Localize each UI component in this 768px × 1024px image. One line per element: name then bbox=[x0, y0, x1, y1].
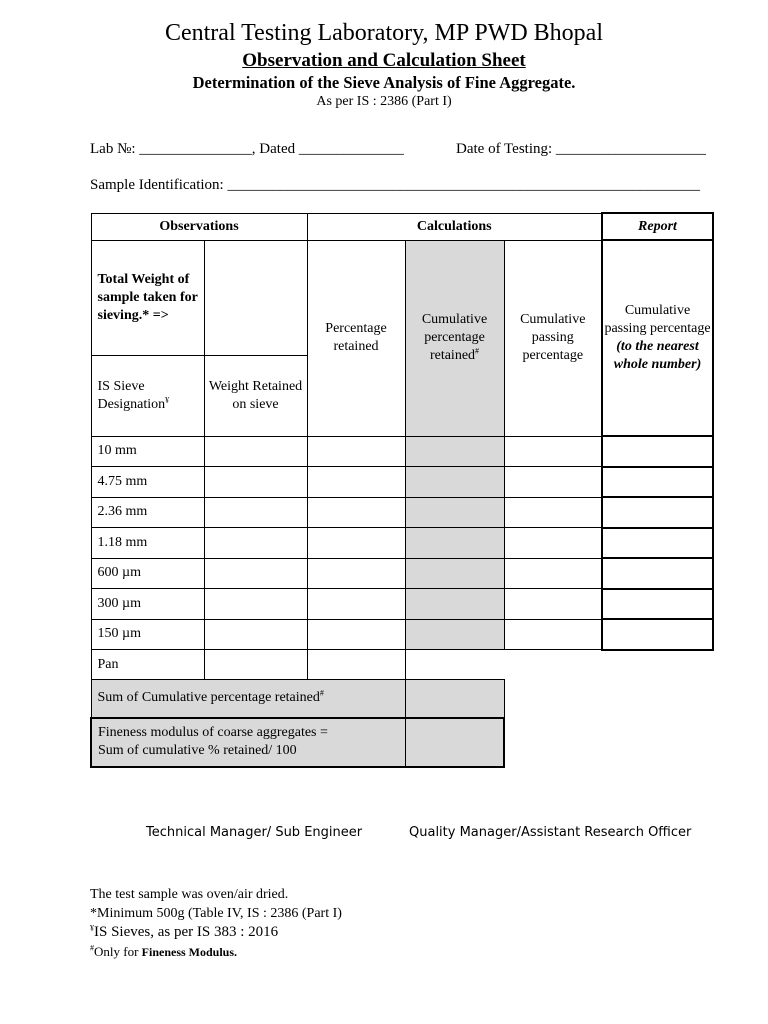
note-minimum-weight: *Minimum 500g (Table IV, IS : 2386 (Part I) bbox=[90, 906, 342, 921]
cumulative-passing-cell bbox=[504, 589, 602, 620]
cumulative-passing-cell bbox=[504, 558, 602, 589]
percentage-retained-cell bbox=[307, 467, 405, 498]
sieve-designation-header bbox=[91, 355, 204, 436]
percentage-retained-cell bbox=[307, 528, 405, 559]
sieve-size-label: 600 µm bbox=[91, 558, 204, 589]
report-note-label: (to the nearest whole number) bbox=[613, 339, 702, 372]
sum-cumulative-text: Sum of Cumulative percentage retained bbox=[97, 690, 320, 706]
weight-retained-cell bbox=[204, 558, 307, 589]
date-of-testing-field: Date of Testing: ____________________ bbox=[456, 141, 706, 157]
sieve-analysis-table bbox=[90, 212, 714, 768]
pan-label: Pan bbox=[91, 650, 204, 680]
cumulative-retained-cell bbox=[405, 619, 504, 650]
weight-retained-cell bbox=[204, 497, 307, 528]
org-title: Central Testing Laboratory, MP PWD Bhopal bbox=[164, 20, 604, 46]
test-title: Determination of the Sieve Analysis of Fine Aggregate. bbox=[192, 73, 576, 92]
report-header: Report bbox=[602, 213, 713, 240]
hash-superscript: # bbox=[90, 943, 94, 953]
cumulative-retained-header bbox=[405, 240, 504, 436]
report-cell bbox=[602, 497, 713, 528]
sieve-size-label: 300 µm bbox=[91, 589, 204, 620]
cumulative-retained-cell bbox=[405, 467, 504, 498]
cumulative-retained-cell bbox=[405, 528, 504, 559]
sieve-rows bbox=[91, 436, 713, 650]
report-cell bbox=[602, 467, 713, 498]
percentage-retained-header: Percentage retained bbox=[307, 240, 405, 436]
cumulative-passing-cell bbox=[504, 528, 602, 559]
sum-cumulative-label bbox=[91, 680, 405, 718]
yen-superscript: ¥ bbox=[90, 923, 94, 933]
report-cell bbox=[602, 619, 713, 650]
sieve-size-label: 4.75 mm bbox=[91, 467, 204, 498]
total-weight-cell bbox=[204, 240, 307, 355]
note-dried: The test sample was oven/air dried. bbox=[90, 887, 289, 902]
total-weight-label: Total Weight of sample taken for sieving.* => bbox=[91, 240, 204, 355]
report-cell bbox=[602, 558, 713, 589]
note-fineness-modulus: Fineness Modulus. bbox=[141, 945, 238, 959]
report-column-header bbox=[602, 240, 713, 436]
cumulative-passing-header: Cumulative passing percentage bbox=[504, 240, 602, 436]
table-row bbox=[91, 467, 713, 498]
cumulative-passing-cell bbox=[504, 436, 602, 467]
hash-superscript: # bbox=[475, 346, 480, 356]
sieve-size-label: 150 µm bbox=[91, 619, 204, 650]
note-fineness-only bbox=[90, 942, 342, 962]
footnotes bbox=[90, 885, 342, 962]
cumulative-retained-cell bbox=[405, 497, 504, 528]
percentage-retained-cell bbox=[307, 436, 405, 467]
note-is-sieves bbox=[90, 923, 342, 942]
table-row bbox=[91, 558, 713, 589]
sum-cumulative-cell bbox=[405, 680, 504, 718]
lab-number-field: Lab №: _______________, Dated ______________ bbox=[90, 141, 404, 157]
sieve-size-label: 1.18 mm bbox=[91, 528, 204, 559]
cumulative-retained-cell bbox=[405, 558, 504, 589]
calculations-header: Calculations bbox=[307, 213, 602, 240]
sample-identification-field: Sample Identification: _______________________________________________________________ bbox=[90, 177, 700, 193]
cumulative-retained-label: Cumulative percentage retained bbox=[421, 312, 488, 363]
weight-retained-cell bbox=[204, 467, 307, 498]
hash-superscript: # bbox=[319, 688, 324, 698]
technical-manager-signature: Technical Manager/ Sub Engineer bbox=[146, 825, 363, 840]
weight-retained-header: Weight Retained on sieve bbox=[204, 355, 307, 436]
percentage-retained-cell bbox=[307, 558, 405, 589]
percentage-retained-cell bbox=[307, 619, 405, 650]
cumulative-retained-cell bbox=[405, 436, 504, 467]
table-row bbox=[91, 528, 713, 559]
cumulative-retained-cell bbox=[405, 589, 504, 620]
cumulative-passing-cell bbox=[504, 467, 602, 498]
pan-percent-cell bbox=[307, 650, 405, 680]
weight-retained-cell bbox=[204, 528, 307, 559]
fineness-modulus-line1: Fineness modulus of coarse aggregates = bbox=[98, 725, 328, 740]
pan-weight-cell bbox=[204, 650, 307, 680]
table-row bbox=[91, 619, 713, 650]
fineness-modulus-cell bbox=[405, 718, 504, 767]
report-main-label: Cumulative passing percentage bbox=[604, 303, 711, 336]
quality-manager-signature: Quality Manager/Assistant Research Officer bbox=[409, 825, 692, 840]
weight-retained-cell bbox=[204, 619, 307, 650]
standard-reference: As per IS : 2386 (Part I) bbox=[316, 94, 452, 109]
report-cell bbox=[602, 528, 713, 559]
report-cell bbox=[602, 436, 713, 467]
sheet-title: Observation and Calculation Sheet bbox=[242, 50, 526, 71]
note-is-sieves-text: IS Sieves, as per IS 383 : 2016 bbox=[94, 924, 279, 940]
observations-header: Observations bbox=[91, 213, 307, 240]
table-row bbox=[91, 436, 713, 467]
weight-retained-cell bbox=[204, 436, 307, 467]
cumulative-passing-cell bbox=[504, 619, 602, 650]
sieve-designation-label: IS Sieve Designation bbox=[97, 378, 166, 412]
fineness-modulus-label bbox=[91, 718, 405, 767]
report-cell bbox=[602, 589, 713, 620]
sieve-size-label: 2.36 mm bbox=[91, 497, 204, 528]
table-row bbox=[91, 589, 713, 620]
yen-superscript: ¥ bbox=[165, 394, 170, 404]
weight-retained-cell bbox=[204, 589, 307, 620]
fineness-modulus-line2: Sum of cumulative % retained/ 100 bbox=[98, 743, 297, 758]
percentage-retained-cell bbox=[307, 589, 405, 620]
cumulative-passing-cell bbox=[504, 497, 602, 528]
sieve-size-label: 10 mm bbox=[91, 436, 204, 467]
note-only-for: Only for bbox=[94, 944, 142, 959]
table-row bbox=[91, 497, 713, 528]
percentage-retained-cell bbox=[307, 497, 405, 528]
